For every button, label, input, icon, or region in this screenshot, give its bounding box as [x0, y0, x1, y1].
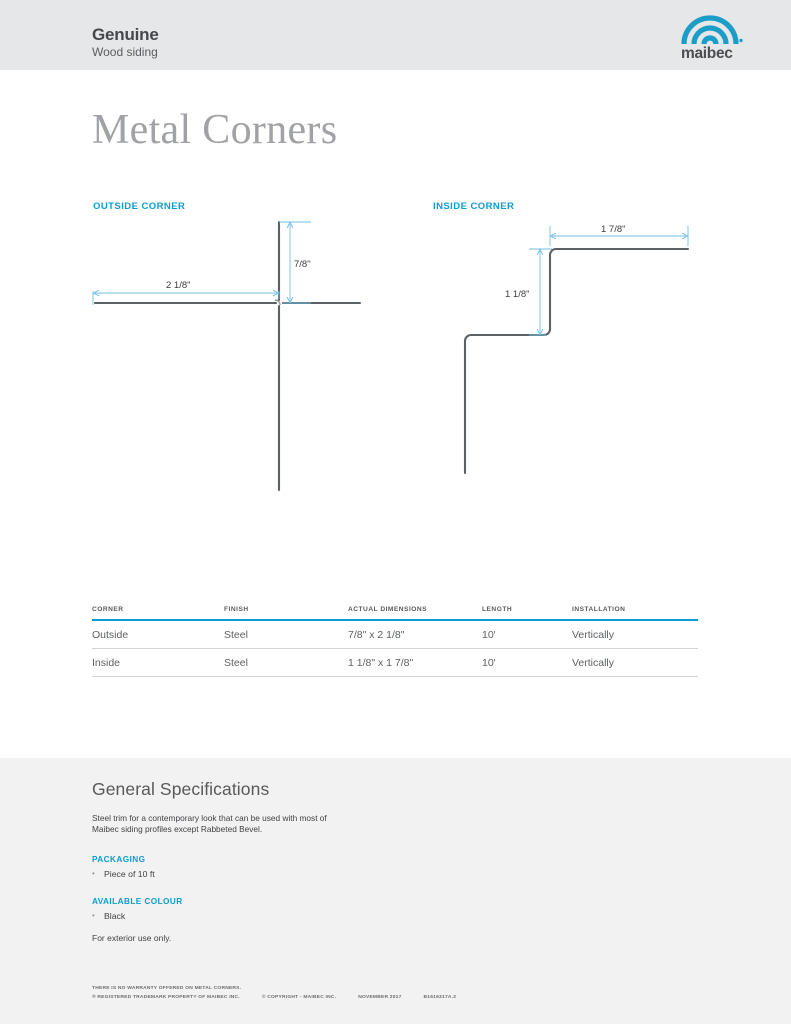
outside-vertical-dimension [279, 222, 311, 303]
table-header-row [92, 606, 698, 620]
column-header-corner: CORNER [92, 606, 224, 620]
brand-title: Genuine [92, 25, 159, 44]
exterior-use-note: For exterior use only. [92, 933, 172, 943]
footer-legal-row [92, 995, 712, 1000]
packaging-heading: PACKAGING [92, 855, 146, 864]
page-title: Metal Corners [92, 107, 338, 153]
packaging-item: • Piece of 10 ft [92, 869, 155, 879]
column-header-finish: FINISH [224, 606, 348, 620]
general-specifications-title: General Specifications [92, 779, 270, 799]
outside-corner-profile [95, 222, 360, 490]
inside-corner-profile [465, 249, 688, 473]
inside-corner-label: INSIDE CORNER [433, 201, 515, 212]
footer-copyright-text: © COPYRIGHT - MAIBEC INC. [261, 994, 337, 1000]
cell-finish: Steel [224, 620, 348, 649]
footer-trademark-text: ® REGISTERED TRADEMARK PROPERTY OF MAIBEC INC. [92, 994, 240, 1000]
inside-horizontal-dimension-text: 1 7/8" [601, 224, 626, 235]
column-header-installation: INSTALLATION [572, 606, 698, 620]
general-specifications-description: Steel trim for a contemporary look that can be used with most of Maibec siding profiles except Rabbeted Bevel. [92, 813, 327, 834]
table-row [92, 649, 698, 677]
cell-installation: Vertically [572, 620, 698, 649]
brand-subtitle: Wood siding [92, 45, 158, 59]
column-header-dimensions: ACTUAL DIMENSIONS [348, 606, 482, 620]
outside-corner-junction [275, 300, 280, 305]
cell-dimensions: 1 1/8" x 1 7/8" [348, 649, 482, 677]
cell-installation: Vertically [572, 649, 698, 677]
specifications-table [92, 606, 698, 677]
outside-horizontal-dimension-text: 2 1/8" [166, 280, 191, 291]
outside-vertical-dimension-text: 7/8" [294, 259, 311, 270]
header-band [0, 0, 791, 70]
maibec-logo [675, 10, 761, 62]
available-colour-heading: AVAILABLE COLOUR [92, 897, 183, 906]
inside-vertical-dimension-text: 1 1/8" [505, 289, 530, 300]
rainbow-arc-logo [675, 10, 761, 62]
footer-document-code: B1616317A.2 [423, 994, 457, 1000]
inside-horizontal-dimension [550, 226, 688, 246]
table-row [92, 620, 698, 649]
available-colour-item: • Black [92, 911, 125, 921]
footer-date: NOVEMBER 2017 [358, 994, 402, 1000]
column-header-length: LENGTH [482, 606, 572, 620]
footer [92, 986, 712, 1000]
cell-length: 10' [482, 620, 572, 649]
cell-length: 10' [482, 649, 572, 677]
cell-finish: Steel [224, 649, 348, 677]
cell-corner: Inside [92, 649, 224, 677]
svg-text:maibec: maibec [681, 45, 733, 62]
outside-corner-label: OUTSIDE CORNER [93, 201, 186, 212]
brand-block [92, 25, 159, 60]
outside-horizontal-dimension [93, 290, 279, 305]
cell-dimensions: 7/8" x 2 1/8" [348, 620, 482, 649]
footer-warranty-text: THERE IS NO WARRANTY OFFERED ON METAL CORNERS. [92, 986, 242, 991]
cell-corner: Outside [92, 620, 224, 649]
inside-vertical-dimension [529, 249, 552, 335]
